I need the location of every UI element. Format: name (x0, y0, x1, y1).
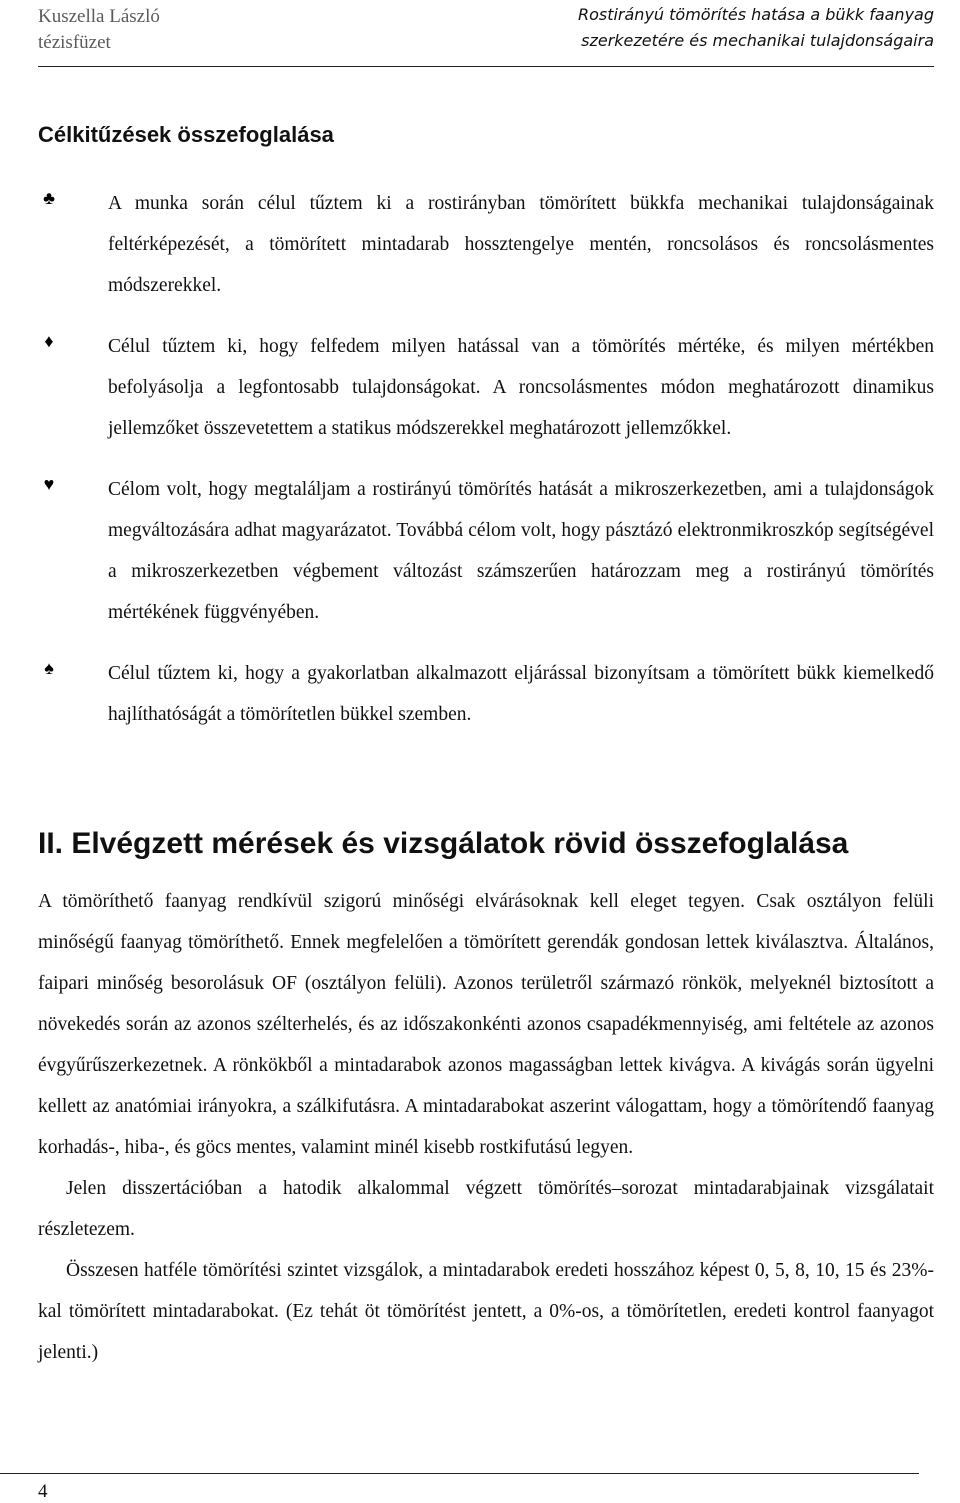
header-title-line2: szerkezetére és mechanikai tulajdonságaira (581, 31, 934, 50)
page-number: 4 (38, 1481, 48, 1502)
paragraph: A tömöríthető faanyag rendkívül szigorú minőségi elvárásoknak kell eleget tegyen. Csak osztályon felüli minőségű faanyag tömöríthető. Ennek megfelelően a tömörített gerendák gondosan lettek kiválasztva. Általános, faipari minőség besorolásuk OF (osztályon felüli). Azonos területről származó rönkök, melyeknél biztosított a növekedés során az azonos szélterhelés, és az időszakonkénti azonos csapadékmennyiség, ami feltétele az azonos évgyűrűszerkezetnek. A rönkökből a mintadarabok azonos magasságban lettek kivágva. A kivágás során ügyelni kellett az anatómiai irányokra, a szálkifutásra. A mintadarabokat aszerint válogattam, hogy a tömörítendő faanyag korhadás-, hiba-, és göcs mentes, valamint minél kisebb rostkifutású legyen. (38, 891, 934, 1158)
header-doc-type: tézisfüzet (38, 32, 111, 53)
section-title-measurements: II. Elvégzett mérések és vizsgálatok rövid összefoglalása (38, 827, 849, 860)
list-item-text: Célul tűztem ki, hogy felfedem milyen hatással van a tömörítés mértéke, és milyen mértékben befolyásolja a legfontosabb tulajdonságokat. A roncsolásmentes módon meghatározott dinamikus jellemzőket összevetettem a statikus módszerekkel meghatározott jellemzőkkel. (108, 336, 934, 439)
list-item-text: Célul tűztem ki, hogy a gyakorlatban alkalmazott eljárással bizonyítsam a tömörített bükk kiemelkedő hajlíthatóságát a tömörítetlen bükkel szemben. (108, 663, 934, 725)
list-item-text: Célom volt, hogy megtaláljam a rostirányú tömörítés hatását a mikroszerkezetben, ami a tulajdonságok megváltozására adhat magyarázatot. Továbbá célom volt, hogy pásztázó elektronmikroszkóp segítségével a mikroszerkezetben végbement változást számszerűen határozzam meg a rostirányú tömörítés mértékének függvényében. (108, 479, 934, 623)
heart-icon: ♥ (43, 474, 55, 494)
header-title-line1: Rostirányú tömörítés hatása a bükk faanyag (577, 5, 934, 24)
page-header (38, 0, 934, 67)
header-right (578, 2, 934, 54)
list-item (38, 469, 934, 633)
objectives-list (38, 183, 934, 755)
spade-icon: ♠ (44, 658, 54, 678)
list-item-text: A munka során célul tűztem ki a rostirányban tömörített bükkfa mechanikai tulajdonságainak feltérképezését, a tömörített mintadarab hossztengelye mentén, roncsolásos és roncsolásmentes módszerekkel. (108, 193, 934, 296)
diamond-icon: ♦ (44, 331, 54, 351)
footer-divider (0, 1473, 919, 1474)
list-item (38, 326, 934, 449)
measurements-body (38, 881, 934, 1373)
section-title-objectives: Célkitűzések összefoglalása (38, 122, 334, 147)
header-left (38, 4, 160, 56)
list-item (38, 653, 934, 735)
header-author: Kuszella László (38, 6, 160, 27)
club-icon: ♣ (43, 188, 55, 208)
paragraph: Összesen hatféle tömörítési szintet vizsgálok, a mintadarabok eredeti hosszához képest 0, 5, 8, 10, 15 és 23%-kal tömörített mintadarabokat. (Ez tehát öt tömörítést jentett, a 0%-os, a tömörítetlen, eredeti kontrol faanyagot jelenti.) (38, 1260, 934, 1363)
list-item (38, 183, 934, 306)
paragraph: Jelen disszertációban a hatodik alkalommal végzett tömörítés–sorozat mintadarabjainak vizsgálatait részletezem. (38, 1178, 934, 1240)
